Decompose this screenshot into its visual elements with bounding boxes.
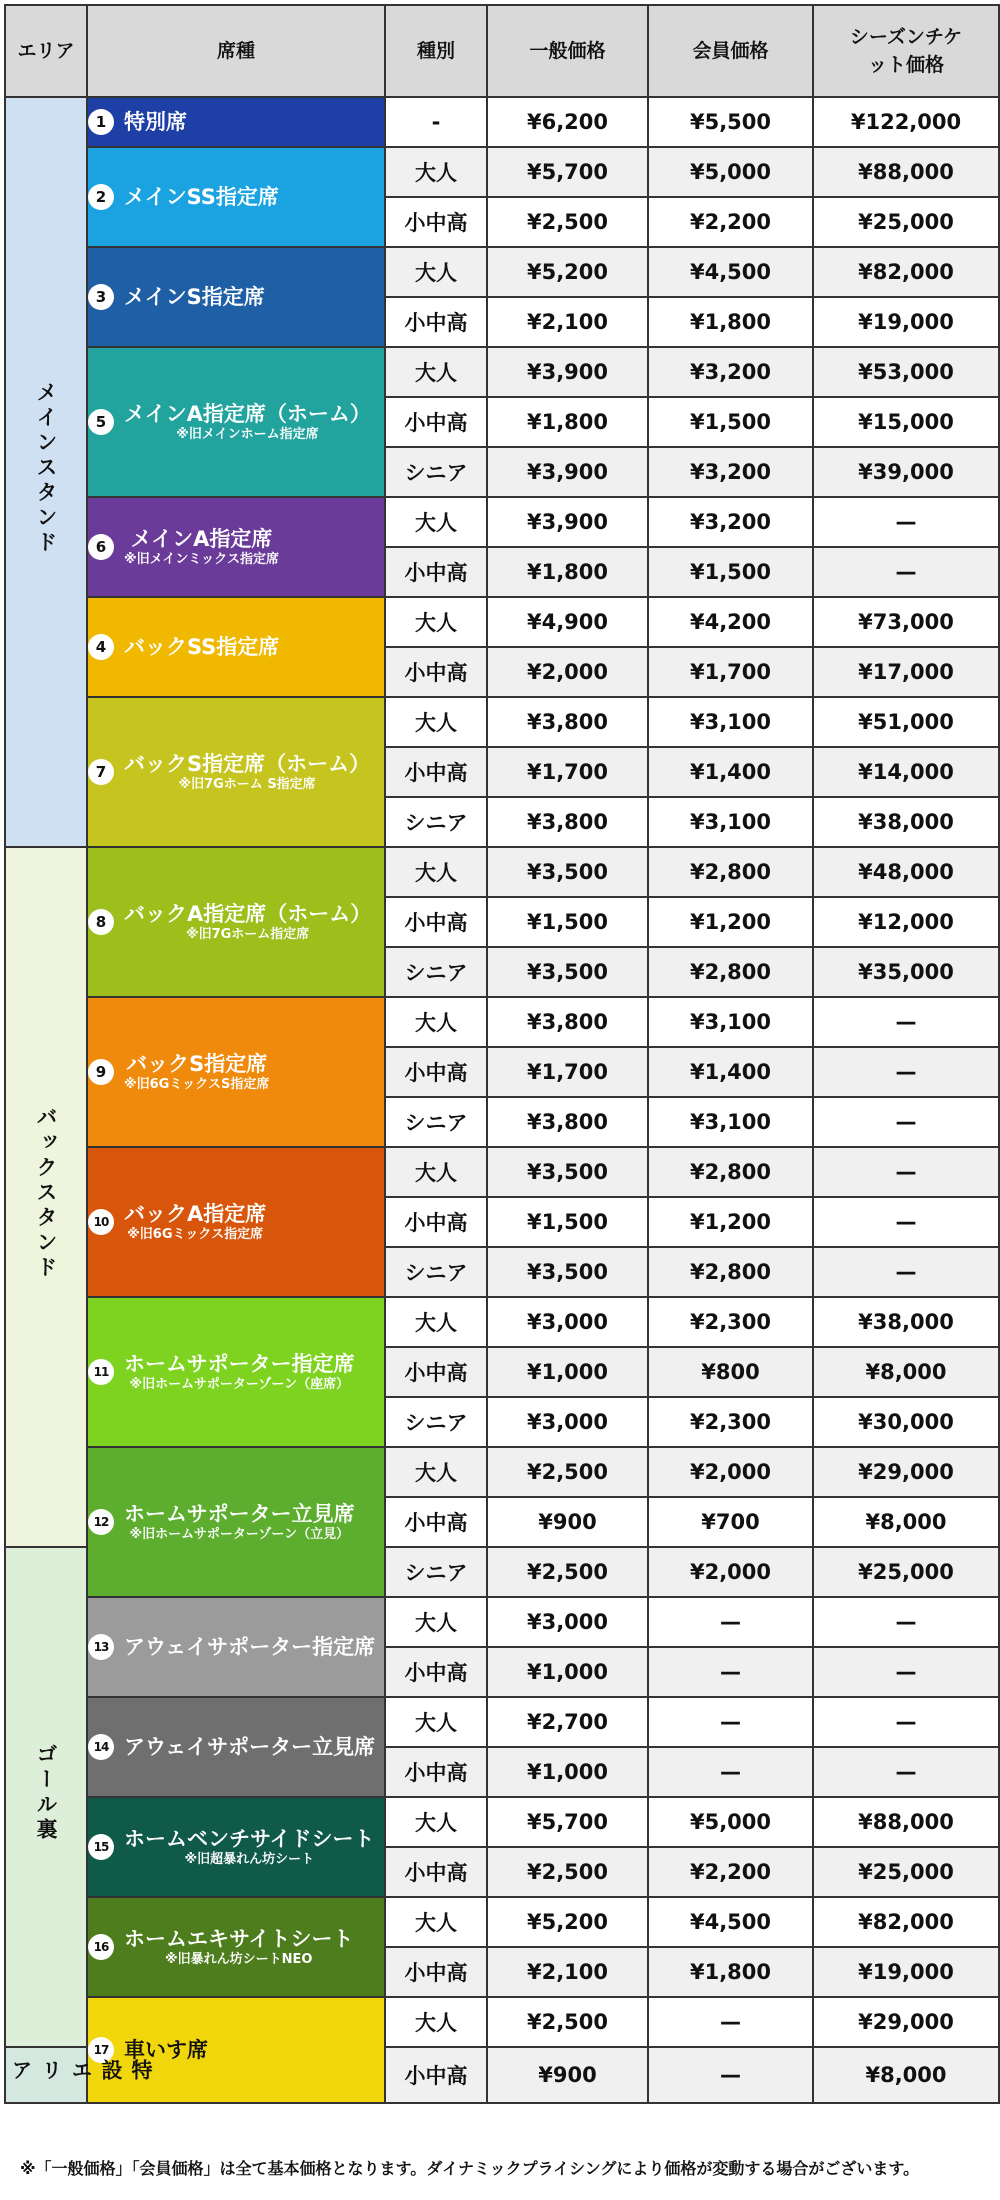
season-price-cell: ¥17,000 (813, 647, 999, 697)
season-price-cell: ¥25,000 (813, 197, 999, 247)
member-price-cell: — (648, 1747, 813, 1797)
seat-cell (87, 997, 385, 1147)
general-price-cell: ¥5,200 (487, 247, 648, 297)
member-price-cell: ¥5,000 (648, 147, 813, 197)
table-row (5, 147, 999, 197)
member-price-cell: ¥2,800 (648, 847, 813, 897)
general-price-cell: ¥1,000 (487, 1647, 648, 1697)
ticket-type-cell: 小中高 (385, 897, 487, 947)
seat-note: ※旧7Gホーム指定席 (185, 927, 310, 942)
seat-cell (87, 1447, 385, 1597)
season-price-cell: ¥8,000 (813, 1497, 999, 1547)
general-price-cell: ¥3,900 (487, 497, 648, 547)
member-price-cell: ¥3,200 (648, 497, 813, 547)
member-price-cell: ¥1,500 (648, 397, 813, 447)
ticket-type-cell: 大人 (385, 1597, 487, 1647)
general-price-cell: ¥2,500 (487, 1547, 648, 1597)
member-price-cell: — (648, 1697, 813, 1747)
seat-name: バックA指定席（ホーム） (124, 902, 372, 926)
general-price-cell: ¥3,500 (487, 847, 648, 897)
seat-cell (87, 497, 385, 597)
area-label: ゴール裏 (34, 1743, 58, 1843)
member-price-cell: ¥1,200 (648, 1197, 813, 1247)
general-price-cell: ¥1,700 (487, 1047, 648, 1097)
header-area: エリア (5, 5, 87, 97)
season-price-cell: — (813, 1597, 999, 1647)
ticket-type-cell: シニア (385, 797, 487, 847)
season-price-cell: — (813, 1047, 999, 1097)
member-price-cell: — (648, 1647, 813, 1697)
general-price-cell: ¥3,000 (487, 1397, 648, 1447)
ticket-type-cell: 小中高 (385, 1047, 487, 1097)
general-price-cell: ¥2,100 (487, 1947, 648, 1997)
member-price-cell: ¥3,200 (648, 447, 813, 497)
general-price-cell: ¥1,000 (487, 1747, 648, 1797)
table-row (5, 697, 999, 747)
seat-number-badge: 16 (88, 1934, 114, 1960)
table-row (5, 1147, 999, 1197)
season-price-cell: ¥38,000 (813, 797, 999, 847)
ticket-type-cell: シニア (385, 1247, 487, 1297)
area-cell (5, 97, 87, 847)
ticket-type-cell: 大人 (385, 1447, 487, 1497)
general-price-cell: ¥5,700 (487, 1797, 648, 1847)
season-price-cell: — (813, 1247, 999, 1297)
ticket-type-cell: 大人 (385, 497, 487, 547)
season-price-cell: — (813, 497, 999, 547)
member-price-cell: ¥5,500 (648, 97, 813, 147)
general-price-cell: ¥3,900 (487, 447, 648, 497)
ticket-type-cell: 小中高 (385, 647, 487, 697)
season-price-cell: — (813, 997, 999, 1047)
seat-number-badge: 6 (88, 534, 114, 560)
seat-name: ホームエキサイトシート (124, 1927, 354, 1951)
season-price-cell: ¥14,000 (813, 747, 999, 797)
ticket-type-cell: 大人 (385, 147, 487, 197)
member-price-cell: ¥2,000 (648, 1447, 813, 1497)
area-cell (5, 1547, 87, 2047)
member-price-cell: ¥4,500 (648, 1897, 813, 1947)
general-price-cell: ¥1,800 (487, 547, 648, 597)
season-price-cell: — (813, 1747, 999, 1797)
table-row (5, 1897, 999, 1947)
seat-name: バックA指定席 (124, 1202, 267, 1226)
seat-name: アウェイサポーター立見席 (124, 1735, 376, 1759)
area-label: メインスタンド (34, 380, 58, 556)
seat-name: ホームサポーター指定席 (124, 1352, 355, 1376)
seat-number-badge: 17 (88, 2037, 114, 2063)
season-price-cell: ¥12,000 (813, 897, 999, 947)
member-price-cell: ¥2,300 (648, 1297, 813, 1347)
member-price-cell: ¥2,200 (648, 197, 813, 247)
ticket-type-cell: - (385, 97, 487, 147)
general-price-cell: ¥5,700 (487, 147, 648, 197)
seat-name: バックSS指定席 (124, 635, 280, 659)
area-label: 特設エリア (9, 2058, 153, 2084)
season-price-cell: — (813, 1697, 999, 1747)
member-price-cell: ¥1,800 (648, 297, 813, 347)
general-price-cell: ¥4,900 (487, 597, 648, 647)
ticket-type-cell: 大人 (385, 1897, 487, 1947)
seat-cell (87, 697, 385, 847)
season-price-cell: ¥15,000 (813, 397, 999, 447)
member-price-cell: — (648, 1597, 813, 1647)
member-price-cell: — (648, 2047, 813, 2103)
seat-cell (87, 1897, 385, 1997)
seat-name: メインS指定席 (124, 285, 265, 309)
seat-cell (87, 97, 385, 147)
header-season-price (813, 5, 999, 97)
general-price-cell: ¥3,800 (487, 997, 648, 1047)
season-price-cell: ¥88,000 (813, 1797, 999, 1847)
price-table (4, 4, 1000, 2104)
general-price-cell: ¥3,000 (487, 1597, 648, 1647)
table-row (5, 1447, 999, 1497)
general-price-cell: ¥3,800 (487, 697, 648, 747)
general-price-cell: ¥1,800 (487, 397, 648, 447)
seat-name: 車いす席 (124, 2038, 208, 2062)
general-price-cell: ¥1,500 (487, 897, 648, 947)
ticket-type-cell: シニア (385, 1097, 487, 1147)
seat-number-badge: 5 (88, 409, 114, 435)
table-row (5, 497, 999, 547)
member-price-cell: ¥1,700 (648, 647, 813, 697)
ticket-type-cell: 小中高 (385, 1847, 487, 1897)
table-row (5, 97, 999, 147)
ticket-type-cell: 小中高 (385, 197, 487, 247)
seat-note: ※旧6GミックスS指定席 (124, 1077, 270, 1092)
seat-cell (87, 247, 385, 347)
seat-number-badge: 14 (88, 1734, 114, 1760)
member-price-cell: ¥5,000 (648, 1797, 813, 1847)
general-price-cell: ¥3,900 (487, 347, 648, 397)
season-price-cell: ¥82,000 (813, 247, 999, 297)
member-price-cell: ¥3,100 (648, 1097, 813, 1147)
season-price-cell: — (813, 1197, 999, 1247)
season-price-cell: ¥29,000 (813, 1447, 999, 1497)
general-price-cell: ¥3,800 (487, 1097, 648, 1147)
seat-cell (87, 147, 385, 247)
seat-cell (87, 1297, 385, 1447)
member-price-cell: ¥2,800 (648, 1247, 813, 1297)
season-price-cell: — (813, 1647, 999, 1697)
ticket-type-cell: 小中高 (385, 397, 487, 447)
seat-note: ※旧暴れん坊シートNEO (165, 1952, 313, 1967)
table-row (5, 847, 999, 897)
seat-cell (87, 1597, 385, 1697)
seat-number-badge: 11 (88, 1359, 114, 1385)
table-row (5, 997, 999, 1047)
member-price-cell: ¥1,500 (648, 547, 813, 597)
header-general-price: 一般価格 (487, 5, 648, 97)
season-price-cell: ¥73,000 (813, 597, 999, 647)
season-price-cell: ¥25,000 (813, 1547, 999, 1597)
seat-number-badge: 7 (88, 759, 114, 785)
member-price-cell: ¥800 (648, 1347, 813, 1397)
member-price-cell: ¥2,800 (648, 1147, 813, 1197)
season-price-cell: ¥19,000 (813, 1947, 999, 1997)
season-price-cell: ¥29,000 (813, 1997, 999, 2047)
seat-cell (87, 347, 385, 497)
seat-number-badge: 12 (88, 1509, 114, 1535)
seat-name: ホームサポーター立見席 (124, 1502, 355, 1526)
season-price-cell: — (813, 1097, 999, 1147)
ticket-type-cell: 大人 (385, 847, 487, 897)
ticket-type-cell: 小中高 (385, 1647, 487, 1697)
general-price-cell: ¥2,100 (487, 297, 648, 347)
ticket-type-cell: 小中高 (385, 1497, 487, 1547)
general-price-cell: ¥1,700 (487, 747, 648, 797)
season-price-cell: ¥19,000 (813, 297, 999, 347)
ticket-type-cell: 小中高 (385, 2047, 487, 2103)
table-row (5, 597, 999, 647)
seat-note: ※旧ホームサポーターゾーン（立見） (129, 1527, 350, 1542)
seat-number-badge: 9 (88, 1059, 114, 1085)
member-price-cell: ¥2,300 (648, 1397, 813, 1447)
table-row (5, 1597, 999, 1647)
table-row (5, 1297, 999, 1347)
seat-note: ※旧7Gホーム S指定席 (178, 777, 316, 792)
footnote: ※「一般価格」「会員価格」は全て基本価格となります。ダイナミックプライシングにより価格が変動する場合がございます。 (20, 2159, 920, 2178)
ticket-type-cell: 小中高 (385, 1347, 487, 1397)
seat-name: 特別席 (124, 110, 187, 134)
seat-note: ※旧6Gミックス指定席 (127, 1227, 264, 1242)
ticket-type-cell: 小中高 (385, 1747, 487, 1797)
header-type: 種別 (385, 5, 487, 97)
general-price-cell: ¥3,000 (487, 1297, 648, 1347)
table-row (5, 1797, 999, 1847)
season-price-cell: — (813, 1147, 999, 1197)
ticket-type-cell: 大人 (385, 1147, 487, 1197)
seat-note: ※旧ホームサポーターゾーン（座席） (129, 1377, 350, 1392)
member-price-cell: ¥700 (648, 1497, 813, 1547)
season-price-cell: ¥8,000 (813, 1347, 999, 1397)
general-price-cell: ¥3,500 (487, 1247, 648, 1297)
member-price-cell: ¥2,000 (648, 1547, 813, 1597)
area-label: バックスタンド (34, 1105, 58, 1281)
seat-name: メインA指定席 (130, 527, 273, 551)
member-price-cell: ¥3,100 (648, 697, 813, 747)
ticket-type-cell: 小中高 (385, 747, 487, 797)
member-price-cell: ¥3,100 (648, 997, 813, 1047)
seat-name: ホームベンチサイドシート (124, 1827, 375, 1851)
season-price-cell: — (813, 547, 999, 597)
seat-name: メインSS指定席 (124, 185, 279, 209)
seat-number-badge: 15 (88, 1834, 114, 1860)
season-price-cell: ¥38,000 (813, 1297, 999, 1347)
general-price-cell: ¥1,500 (487, 1197, 648, 1247)
member-price-cell: ¥3,100 (648, 797, 813, 847)
ticket-type-cell: シニア (385, 447, 487, 497)
member-price-cell: ¥1,400 (648, 1047, 813, 1097)
area-cell (5, 847, 87, 1547)
member-price-cell: ¥1,200 (648, 897, 813, 947)
seat-cell (87, 1147, 385, 1297)
member-price-cell: ¥3,200 (648, 347, 813, 397)
season-price-cell: ¥48,000 (813, 847, 999, 897)
general-price-cell: ¥2,500 (487, 1447, 648, 1497)
seat-note: ※旧メインホーム指定席 (176, 427, 319, 442)
seat-number-badge: 3 (88, 284, 114, 310)
table-row (5, 1997, 999, 2047)
seat-name: バックS指定席（ホーム） (124, 752, 371, 776)
seat-cell (87, 597, 385, 697)
seat-number-badge: 8 (88, 909, 114, 935)
seat-name: バックS指定席 (126, 1052, 268, 1076)
general-price-cell: ¥3,500 (487, 1147, 648, 1197)
seat-number-badge: 10 (88, 1209, 114, 1235)
season-price-cell: ¥8,000 (813, 2047, 999, 2103)
seat-cell (87, 847, 385, 997)
seat-name: メインA指定席（ホーム） (124, 402, 371, 426)
season-price-cell: ¥51,000 (813, 697, 999, 747)
ticket-type-cell: シニア (385, 1547, 487, 1597)
member-price-cell: ¥4,500 (648, 247, 813, 297)
header-season-price-text: シーズンチケット価格 (849, 26, 963, 76)
seat-note: ※旧メインミックス指定席 (124, 552, 279, 567)
ticket-type-cell: 大人 (385, 1697, 487, 1747)
ticket-type-cell: 大人 (385, 697, 487, 747)
seat-number-badge: 2 (88, 184, 114, 210)
ticket-type-cell: 大人 (385, 997, 487, 1047)
ticket-type-cell: シニア (385, 1397, 487, 1447)
general-price-cell: ¥2,500 (487, 1847, 648, 1897)
table-row (5, 1697, 999, 1747)
general-price-cell: ¥3,800 (487, 797, 648, 847)
season-price-cell: ¥82,000 (813, 1897, 999, 1947)
general-price-cell: ¥2,500 (487, 1997, 648, 2047)
ticket-type-cell: シニア (385, 947, 487, 997)
member-price-cell: ¥1,400 (648, 747, 813, 797)
seat-number-badge: 1 (88, 109, 114, 135)
seat-number-badge: 4 (88, 634, 114, 660)
member-price-cell: ¥1,800 (648, 1947, 813, 1997)
table-header-row (5, 5, 999, 97)
member-price-cell: — (648, 1997, 813, 2047)
ticket-type-cell: 大人 (385, 347, 487, 397)
season-price-cell: ¥53,000 (813, 347, 999, 397)
seat-name: アウェイサポーター指定席 (124, 1635, 376, 1659)
season-price-cell: ¥122,000 (813, 97, 999, 147)
ticket-type-cell: 小中高 (385, 297, 487, 347)
general-price-cell: ¥1,000 (487, 1347, 648, 1397)
season-price-cell: ¥30,000 (813, 1397, 999, 1447)
seat-number-badge: 13 (88, 1634, 114, 1660)
season-price-cell: ¥25,000 (813, 1847, 999, 1897)
seat-cell (87, 1697, 385, 1797)
member-price-cell: ¥4,200 (648, 597, 813, 647)
header-member-price: 会員価格 (648, 5, 813, 97)
general-price-cell: ¥900 (487, 1497, 648, 1547)
general-price-cell: ¥5,200 (487, 1897, 648, 1947)
season-price-cell: ¥88,000 (813, 147, 999, 197)
seat-note: ※旧超暴れん坊シート (184, 1852, 315, 1867)
member-price-cell: ¥2,200 (648, 1847, 813, 1897)
table-row (5, 247, 999, 297)
ticket-type-cell: 小中高 (385, 547, 487, 597)
member-price-cell: ¥2,800 (648, 947, 813, 997)
general-price-cell: ¥2,700 (487, 1697, 648, 1747)
ticket-type-cell: 大人 (385, 1797, 487, 1847)
table-row (5, 347, 999, 397)
general-price-cell: ¥6,200 (487, 97, 648, 147)
general-price-cell: ¥3,500 (487, 947, 648, 997)
header-seat: 席種 (87, 5, 385, 97)
season-price-cell: ¥39,000 (813, 447, 999, 497)
ticket-type-cell: 大人 (385, 1297, 487, 1347)
general-price-cell: ¥2,000 (487, 647, 648, 697)
general-price-cell: ¥2,500 (487, 197, 648, 247)
season-price-cell: ¥35,000 (813, 947, 999, 997)
ticket-type-cell: 小中高 (385, 1947, 487, 1997)
ticket-type-cell: 大人 (385, 247, 487, 297)
table-body (5, 97, 999, 2103)
ticket-type-cell: 小中高 (385, 1197, 487, 1247)
ticket-type-cell: 大人 (385, 597, 487, 647)
ticket-type-cell: 大人 (385, 1997, 487, 2047)
seat-cell (87, 1797, 385, 1897)
general-price-cell: ¥900 (487, 2047, 648, 2103)
